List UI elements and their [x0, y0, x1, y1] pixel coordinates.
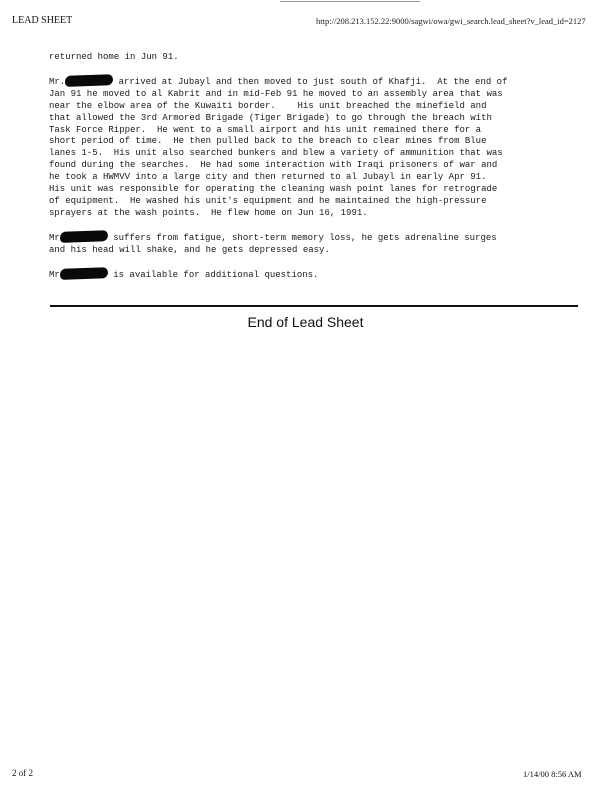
name-prefix: Mr [49, 269, 60, 280]
page-number: 2 of 2 [12, 768, 33, 778]
text-line: near the elbow area of the Kuwaiti border. His unit breached the minefield and [49, 100, 487, 111]
text-line [49, 75, 569, 89]
paragraph-deployment [49, 75, 569, 220]
text-line: and his head will shake, and he gets depressed easy. [49, 244, 330, 255]
text-line-rest: is available for additional questions. [107, 269, 319, 280]
text-line: that allowed the 3rd Armored Brigade (Tiger Brigade) to go through the breach with [49, 112, 492, 123]
text-line: sprayers at the wash points. He flew home on Jun 16, 1991. [49, 207, 368, 218]
text-line-rest: suffers from fatigue, short-term memory loss, he gets adrenaline surges [107, 232, 497, 243]
paragraph-return [49, 52, 569, 64]
page-header-title: LEAD SHEET [12, 15, 73, 26]
header-top-rule [280, 1, 420, 2]
text-line: found during the searches. He had some interaction with Iraqi prisoners of war and [49, 160, 498, 171]
name-prefix: Mr. [49, 76, 66, 87]
paragraph-symptoms [49, 231, 569, 257]
text-line: short period of time. He then pulled back to the breach to clear mines from Blue [49, 136, 487, 147]
text-line: of equipment. He washed his unit's equipment and he maintained the high-pressure [49, 195, 487, 206]
end-of-lead-sheet-title: End of Lead Sheet [247, 314, 364, 330]
page-header-url: http://208.213.152.22:9000/sagwi/owa/gwi_search.lead_sheet?v_lead_id=2127 [316, 16, 586, 26]
paragraph-availability [49, 268, 569, 282]
text-line [49, 268, 569, 282]
print-timestamp: 1/14/00 8:56 AM [523, 769, 582, 779]
text-line: he took a HWMVV into a large city and then returned to al Jubayl in early Apr 91. [49, 172, 487, 183]
redaction-mark [65, 74, 113, 87]
text-line [49, 231, 569, 245]
text-line: His unit was responsible for operating the cleaning wash point lanes for retrograde [49, 184, 498, 195]
redaction-mark [60, 267, 108, 280]
text-line: Jan 91 he moved to al Kabrit and in mid-Feb 91 he moved to an assembly area that was [49, 88, 503, 99]
text-line: Task Force Ripper. He went to a small airport and his unit remained there for a [49, 124, 482, 135]
text-line: lanes 1-5. His unit also searched bunkers and blew a variety of ammunition that was [49, 148, 503, 159]
text-line: returned home in Jun 91. [49, 52, 179, 62]
text-line-rest: arrived at Jubayl and then moved to just south of Khafji. At the end of [113, 76, 508, 87]
section-divider [50, 305, 578, 307]
lead-sheet-body [49, 52, 569, 282]
name-prefix: Mr [49, 232, 60, 243]
redaction-mark [60, 230, 108, 243]
